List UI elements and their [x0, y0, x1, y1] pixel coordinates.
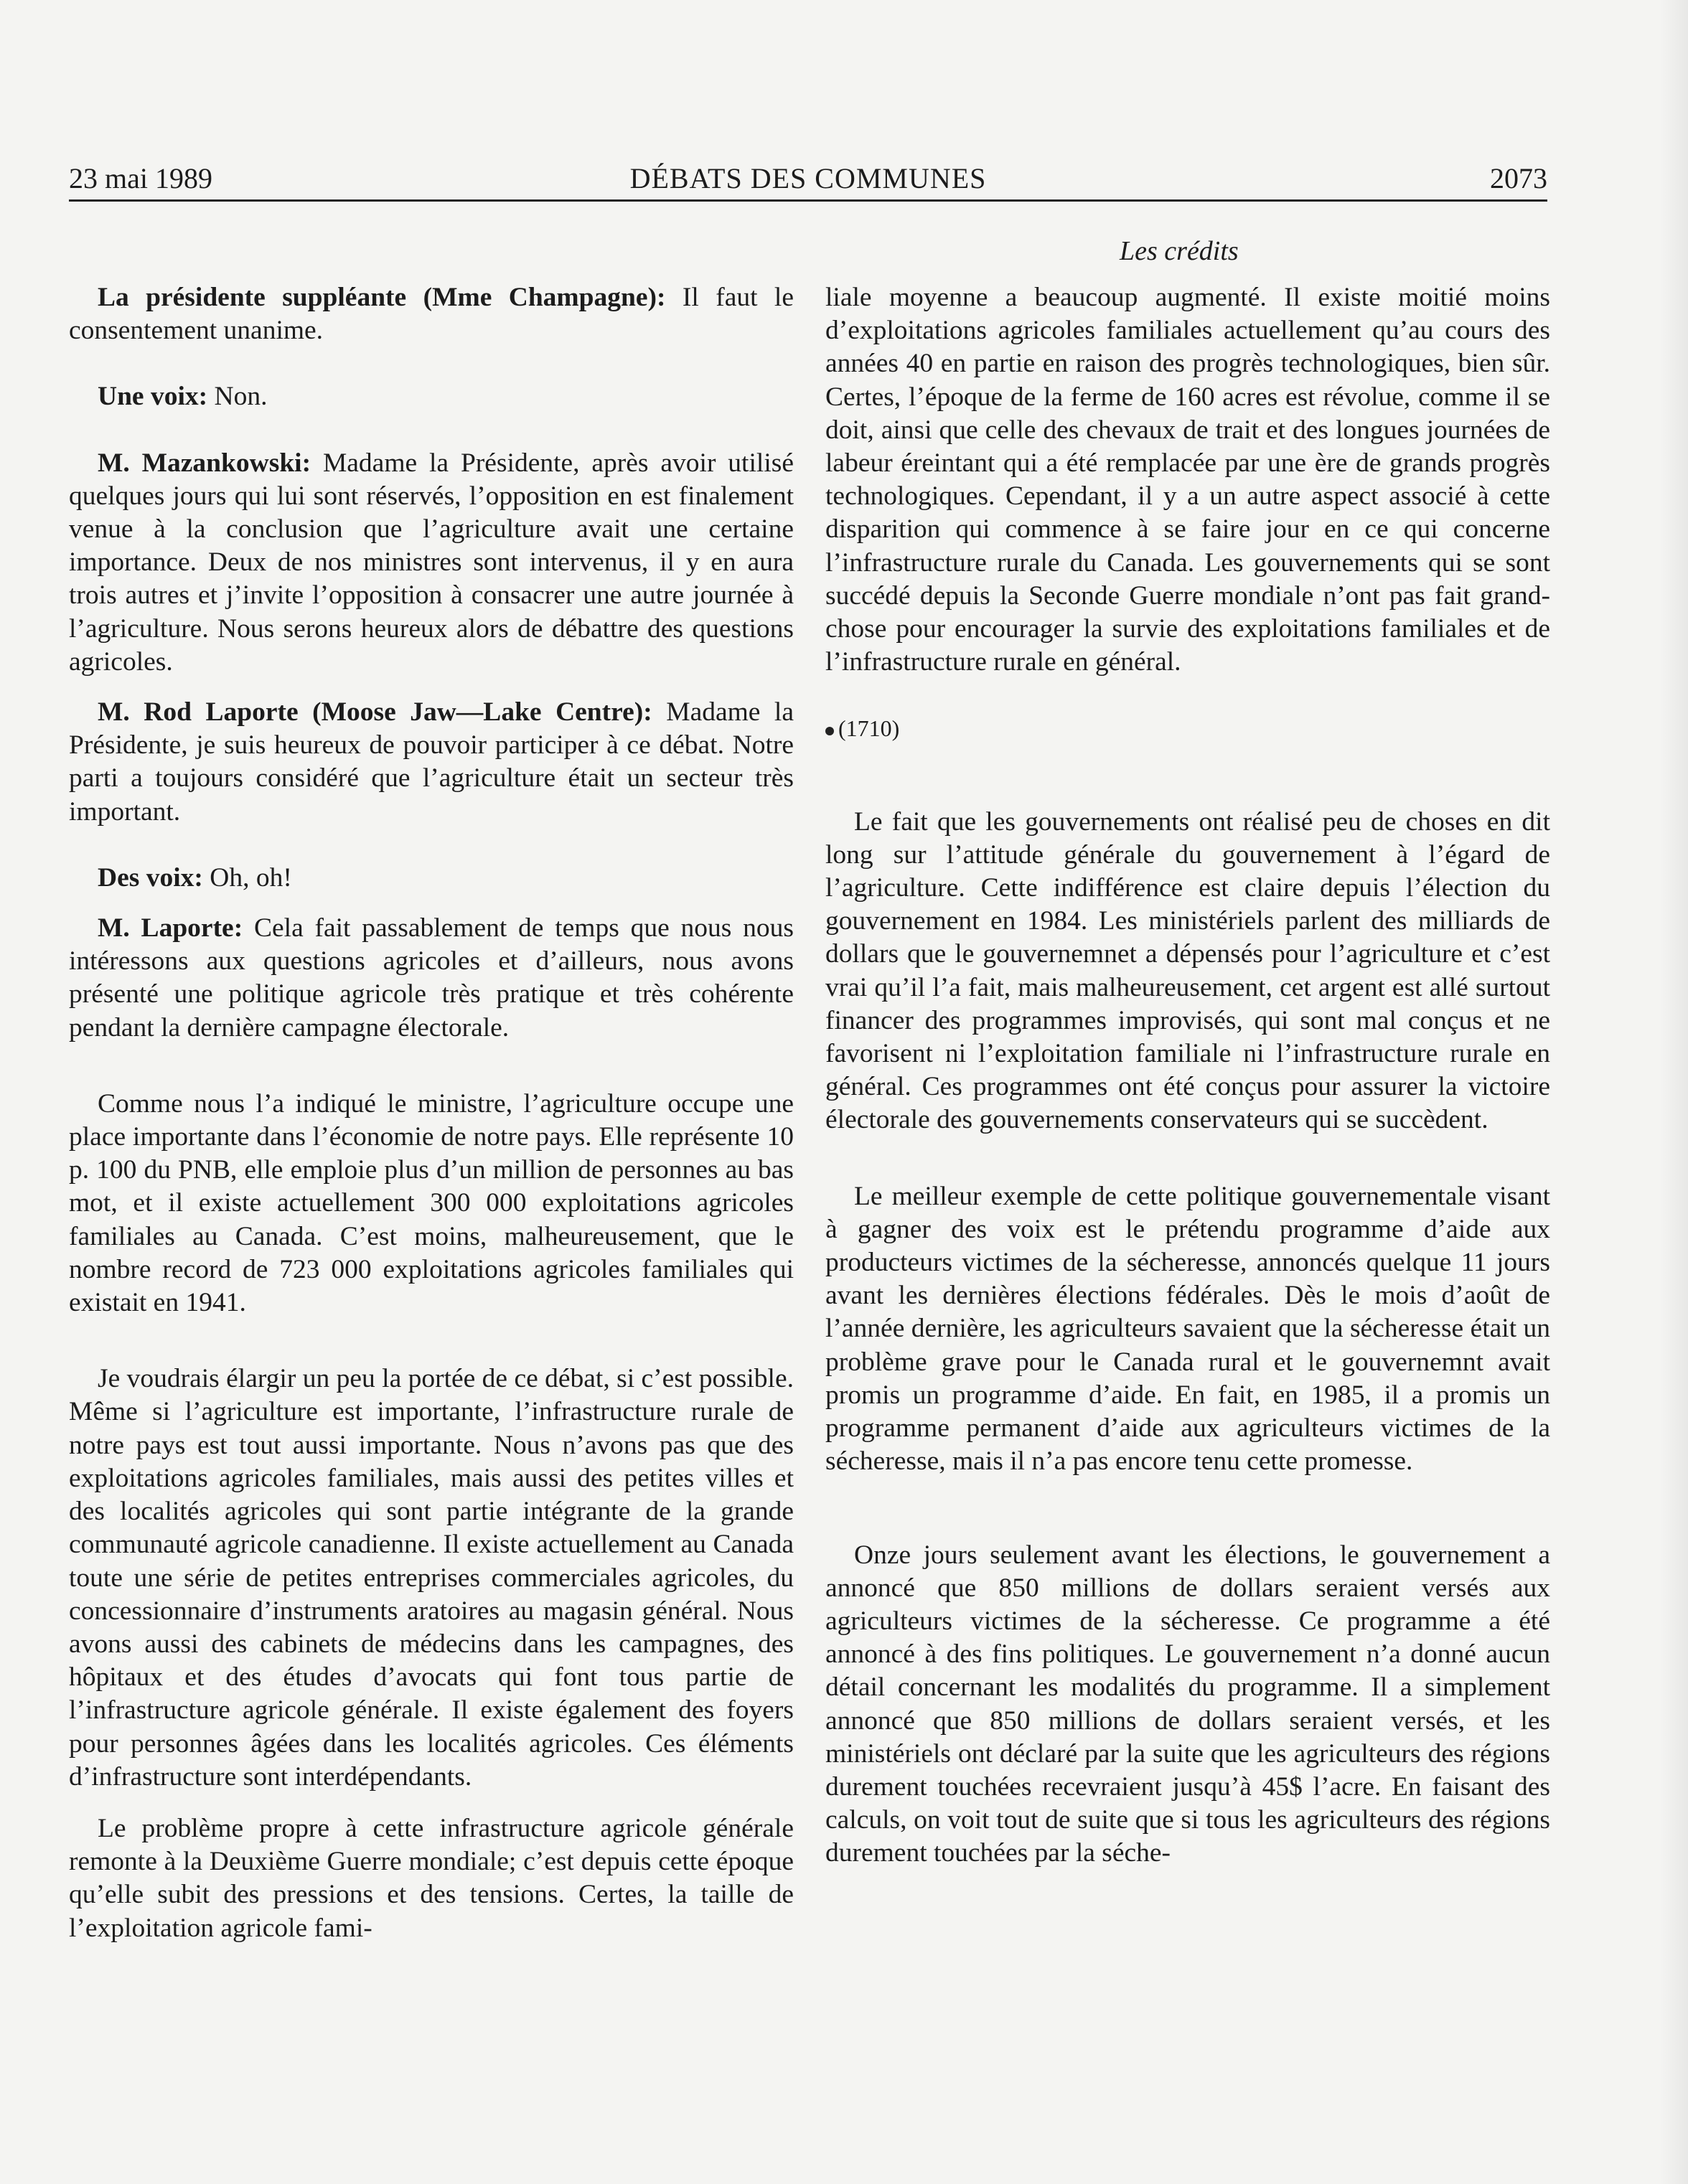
paragraph: [69, 912, 794, 1045]
speaker-name: M. Rod Laporte (Moose Jaw—Lake Centre):: [98, 697, 652, 728]
speaker-name: Des voix:: [98, 862, 203, 893]
paragraph-text: Je voudrais élargir un peu la portée de ce débat, si c’est possible. Même si l’agriculture est importante, l’infrastructure rurale de notre pays est tout aussi importante. Nous n’avons pas que des exploitations agricoles familiales, mais aussi des petites villes et des localités agricoles qui sont partie intégrante de la grande communauté agricole canadienne. Il existe actuellement au Canada toute une série de petites entreprises commerciales agricoles, du concessionnaire d’instruments aratoires au magasin général. Nous avons aussi des cabinets de médecins dans les campagnes, des hôpitaux et des études d’avocats qui font tous partie de l’infrastructure agricole générale. Il existe également des foyers pour personnes âgées dans les localités agricoles. Ces éléments d’infrastructure sont interdépendants.: [69, 1364, 794, 1792]
time-marker-text: (1710): [838, 715, 900, 742]
paragraph-text: Le problème propre à cette infrastructure agricole générale remonte à la Deuxième Guerre mondiale; c’est depuis cette époque qu’elle subit des pressions et des tensions. Certes, la taille de l’exploitation agricole fami-: [69, 1813, 794, 1943]
paragraph: liale moyenne a beaucoup augmenté. Il existe moitié moins d’exploitations agricoles familiales actuellement qu’au cours des années 40 en partie en raison des progrès technologiques, bien sûr. Certes, l’époque de la ferme de 160 acres est révolue, comme il se doit, ainsi que celle des chevaux de trait et des longues journées de labeur éreintant qui a été remplacée par une ère de grands progrès technologiques. Cependant, il y a un autre aspect associé à cette disparition qui commence à se faire jour en ce qui concerne l’infrastructure rurale du Canada. Les gouvernements qui se sont succédé depuis la Seconde Guerre mondiale n’ont pas fait grand-chose pour encourager la survie des exploitations familiales et de l’infrastructure rurale en général.: [825, 283, 1550, 677]
header-date: 23 mai 1989: [69, 162, 212, 194]
paragraph-text: Oh, oh!: [202, 862, 292, 893]
paragraph-text: Cela fait passablement de temps que nous nous intéressons aux questions agricoles et d’ailleurs, nous avons présenté une politique agricole très pratique et très cohérente pendant la dernière campagne électorale.: [69, 913, 794, 1042]
speaker-name: Une voix:: [98, 382, 208, 412]
page-header: [69, 156, 1547, 202]
time-marker: [825, 712, 1550, 745]
right-column: [825, 281, 1550, 1870]
left-column: [69, 281, 794, 1945]
paragraph: Onze jours seulement avant les élections, le gouvernement a annoncé que 850 millions de dollars seraient versés aux agriculteurs victimes de la sécheresse. Ce programme a été annoncé à des fins politiques. Le gouvernement n’a donné aucun détail concernant les modalités du programme. Il a simplement annoncé que 850 millions de dollars seraient versés, et les ministériels ont déclaré par la suite que les agriculteurs des régions durement touchées recevraient jusqu’à 45$ l’acre. En faisant des calculs, on voit tout de suite que si tous les agriculteurs des régions durement touchées par la séche-: [825, 1540, 1550, 1868]
paragraph: [69, 862, 794, 895]
section-title: Les crédits: [1120, 236, 1239, 266]
header-title: DÉBATS DES COMMUNES: [629, 162, 987, 194]
paragraph: [69, 380, 794, 413]
page-number: 2073: [1490, 162, 1547, 194]
paragraph: Le meilleur exemple de cette politique gouvernementale visant à gagner des voix est le prétendu programme d’aide aux producteurs victimes de la sécheresse, annoncés quelque 11 jours avant les dernières élections fédérales. Dès le mois d’août de l’année dernière, les agriculteurs savaient que la sécheresse était un problème grave pour le Canada rural et le gouvernemnt avait promis un programme d’aide. En fait, en 1985, il a promis un programme permanent d’aide aux agriculteurs victimes de la sécheresse, mais il n’a pas encore tenu cette promesse.: [825, 1181, 1550, 1477]
paragraph: [69, 696, 794, 829]
paragraph-text: Madame la Présidente, après avoir utilisé quelques jours qui lui sont réservés, l’opposition en est finalement venue à la conclusion que l’agriculture avait une certaine importance. Deux de nos ministres sont intervenus, il y en aura trois autres et j’invite l’opposition à consacrer une autre journée à l’agriculture. Nous serons heureux alors de débattre des questions agricoles.: [69, 448, 794, 677]
paragraph-text: Non.: [207, 382, 268, 412]
paragraph: [69, 447, 794, 679]
paragraph: [69, 1088, 794, 1319]
paragraph: [69, 1812, 794, 1945]
paragraph: [69, 281, 794, 347]
bullet-icon: [825, 727, 834, 735]
paragraph-text: Comme nous l’a indiqué le ministre, l’agriculture occupe une place importante dans l’économie de notre pays. Elle représente 10 p. 100 du PNB, elle emploie plus d’un million de personnes au bas mot, et il existe actuellement 300 000 exploitations agricoles familiales au Canada. C’est moins, malheureusement, que le nombre record de 723 000 exploitations agricoles familiales qui existait en 1941.: [69, 1088, 794, 1318]
paragraph: [69, 1362, 794, 1794]
speaker-name: La présidente suppléante (Mme Champagne):: [98, 283, 666, 312]
paragraph: Le fait que les gouvernements ont réalisé peu de choses en dit long sur l’attitude générale du gouvernement à l’égard de l’agriculture. Cette indifférence est claire depuis l’élection du gouvernement en 1984. Les ministériels parlent des milliards de dollars que le gouvernemnet a dépensés pour l’agriculture et c’est vrai qu’il l’a fait, mais malheureusement, cet argent est allé surtout financer des programmes improvisés, qui sont mal conçus et ne favorisent ni l’exploitation familiale ni l’infrastructure rurale en général. Ces programmes ont été conçus pour assurer la victoire électorale des gouvernements conservateurs qui se succèdent.: [825, 806, 1550, 1135]
paragraph-text: Il faut le consentement unanime.: [69, 283, 794, 346]
speaker-name: M. Mazankowski:: [98, 448, 311, 478]
paragraph-text: Madame la Présidente, je suis heureux de pouvoir participer à ce débat. Notre parti a toujours considéré que l’agriculture était un secteur très important.: [69, 697, 794, 827]
scan-edge-shadow: [1659, 0, 1688, 2184]
speaker-name: M. Laporte:: [98, 913, 243, 943]
